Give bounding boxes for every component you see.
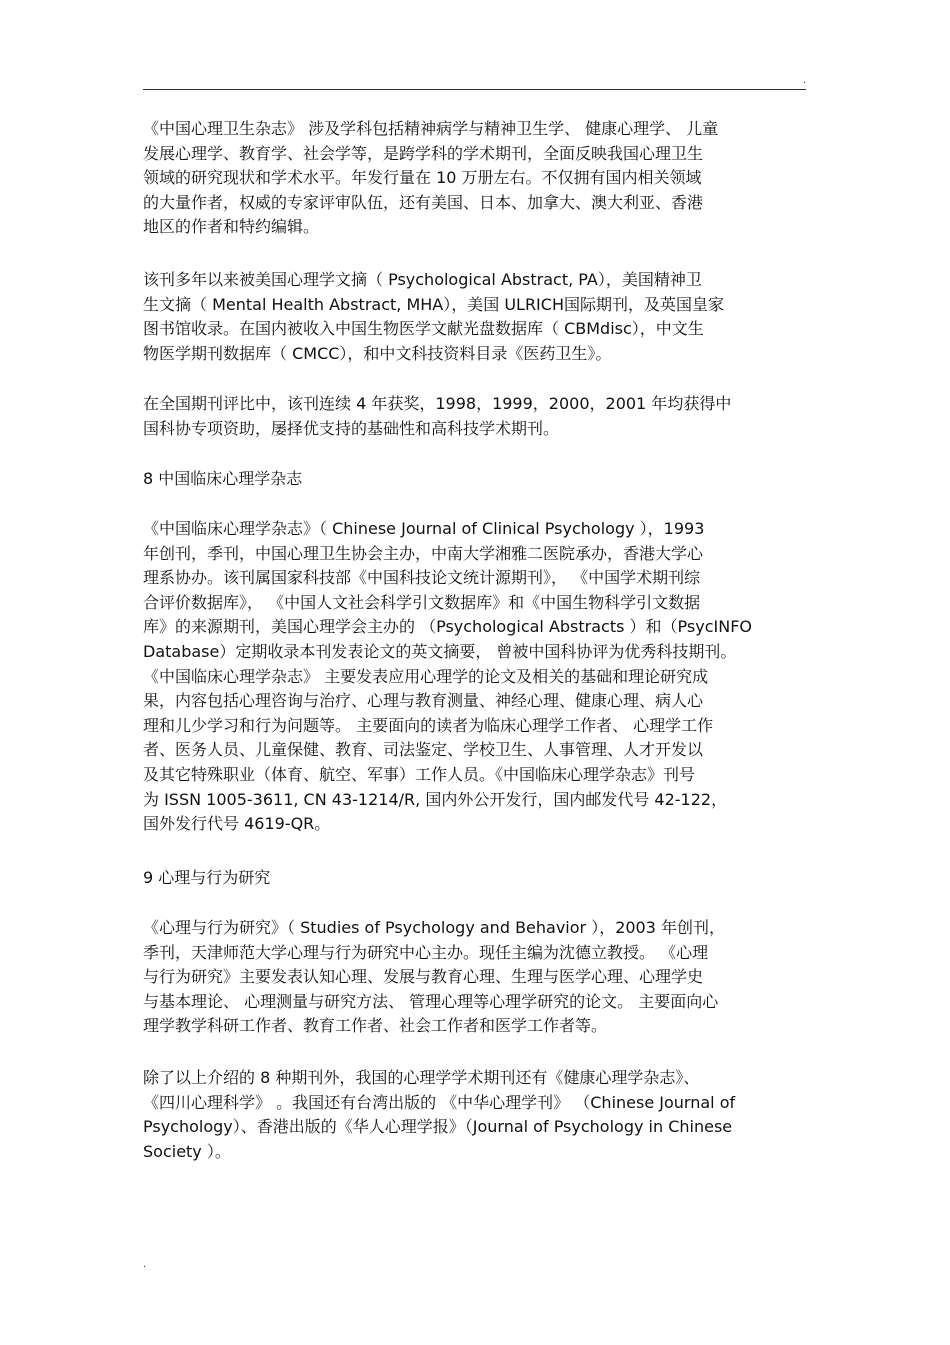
text-line: 《中国临床心理学杂志》（ Chinese Journal of Clinical Psychology ），1993	[143, 519, 705, 538]
paragraph-awards	[143, 392, 815, 441]
text-line: 《中国心理卫生杂志》 涉及学科包括精神病学与精神卫生学、 健康心理学、 儿童	[143, 119, 719, 138]
text-line: 国外发行代号 4619-QR。	[143, 814, 331, 834]
text-line: 与行为研究》主要发表认知心理、发展与教育心理、生理与医学心理、心理学史	[143, 967, 704, 987]
section-heading-text: 8 中国临床心理学杂志	[143, 469, 303, 488]
paragraph-clinical-psychology	[143, 517, 815, 837]
text-line: 《四川心理科学》 。我国还有台湾出版的 《中华心理学刊》 （Chinese Journal of	[143, 1092, 736, 1112]
text-line: 及其它特殊职业（体育、航空、军事）工作人员。《中国临床心理学杂志》刊号	[143, 764, 696, 784]
text-line: 与基本理论、 心理测量与研究方法、 管理心理等心理学研究的论文。 主要面向心	[143, 991, 719, 1011]
paragraph-zhongguo-xinli-weisheng	[143, 117, 815, 240]
text-line: 在全国期刊评比中，该刊连续 4 年获奖，1998，1999，2000，2001 年均获得中	[143, 394, 732, 413]
text-line: 《中国临床心理学杂志》 主要发表应用心理学的论文及相关的基础和理论研究成	[143, 666, 709, 686]
text-line: 年创刊，季刊，中国心理卫生协会主办，中南大学湘雅二医院承办，香港大学心	[143, 543, 704, 563]
section-heading-text: 9 心理与行为研究	[143, 868, 271, 887]
header-dot-mark: .	[803, 75, 807, 86]
text-line: 该刊多年以来被美国心理学文摘（ Psychological Abstract, PA），美国精神卫	[143, 270, 702, 289]
text-line: 合评价数据库》， 《中国人文社会科学引文数据库》和《中国生物科学引文数据	[143, 592, 701, 612]
text-line: 季刊，天津师范大学心理与行为研究中心主办。现任主编为沈德立教授。 《心理	[143, 942, 709, 962]
section-heading-9	[143, 866, 815, 891]
text-line: 生文摘（ Mental Health Abstract, MHA），美国 ULRICH国际期刊，及英国皇家	[143, 294, 724, 314]
text-line: 《心理与行为研究》（ Studies of Psychology and Behavior ），2003 年创刊，	[143, 918, 726, 937]
text-line: 理系协办。该刊属国家科技部《中国科技论文统计源期刊》， 《中国学术期刊综	[143, 568, 701, 588]
text-line: 者、医务人员、儿童保健、教育、司法鉴定、学校卫生、人事管理、人才开发以	[143, 740, 704, 760]
paragraph-other-journals	[143, 1066, 815, 1164]
text-line: 为 ISSN 1005-3611, CN 43-1214/R, 国内外公开发行，国内邮发代号 42-122，	[143, 789, 728, 809]
section-heading-8	[143, 467, 815, 492]
text-line: 领域的研究现状和学术水平。年发行量在 10 万册左右。不仅拥有国内相关领域	[143, 168, 702, 188]
text-line: 物医学期刊数据库（ CMCC），和中文科技资料目录《医药卫生》。	[143, 343, 612, 363]
text-line: 国科协专项资助，屡择优支持的基础性和高科技学术期刊。	[143, 418, 560, 438]
text-line: 理和儿少学习和行为问题等。 主要面向的读者为临床心理学工作者、 心理学工作	[143, 715, 714, 735]
paragraph-indexing	[143, 268, 815, 366]
text-line: 的大量作者，权威的专家评审队伍，还有美国、日本、加拿大、澳大利亚、香港	[143, 192, 704, 212]
text-line: 地区的作者和特约编辑。	[143, 217, 320, 237]
text-line: Database）定期收录本刊发表论文的英文摘要， 曾被中国科协评为优秀科技期刊。	[143, 641, 737, 661]
text-line: 理学教学科研工作者、教育工作者、社会工作者和医学工作者等。	[143, 1016, 608, 1036]
text-line: 除了以上介绍的 8 种期刊外，我国的心理学学术期刊还有《健康心理学杂志》、	[143, 1068, 700, 1087]
footer-dot-mark: .	[143, 1259, 147, 1270]
text-line: 图书馆收录。在国内被收入中国生物医学文献光盘数据库（ CBMdisc），中文生	[143, 319, 704, 339]
text-line: 果，内容包括心理咨询与治疗、心理与教育测量、神经心理、健康心理、病人心	[143, 691, 704, 711]
paragraph-psychology-behavior	[143, 916, 815, 1039]
header-rule	[143, 89, 806, 90]
text-line: Psychology）、香港出版的《华人心理学报》（Journal of Psychology in Chinese	[143, 1117, 733, 1137]
text-line: Society ）。	[143, 1141, 231, 1161]
text-line: 发展心理学、教育学、社会学等，是跨学科的学术期刊，全面反映我国心理卫生	[143, 143, 704, 163]
text-line: 库》的来源期刊，美国心理学会主办的 （Psychological Abstracts ）和（PsycINFO	[143, 617, 752, 637]
